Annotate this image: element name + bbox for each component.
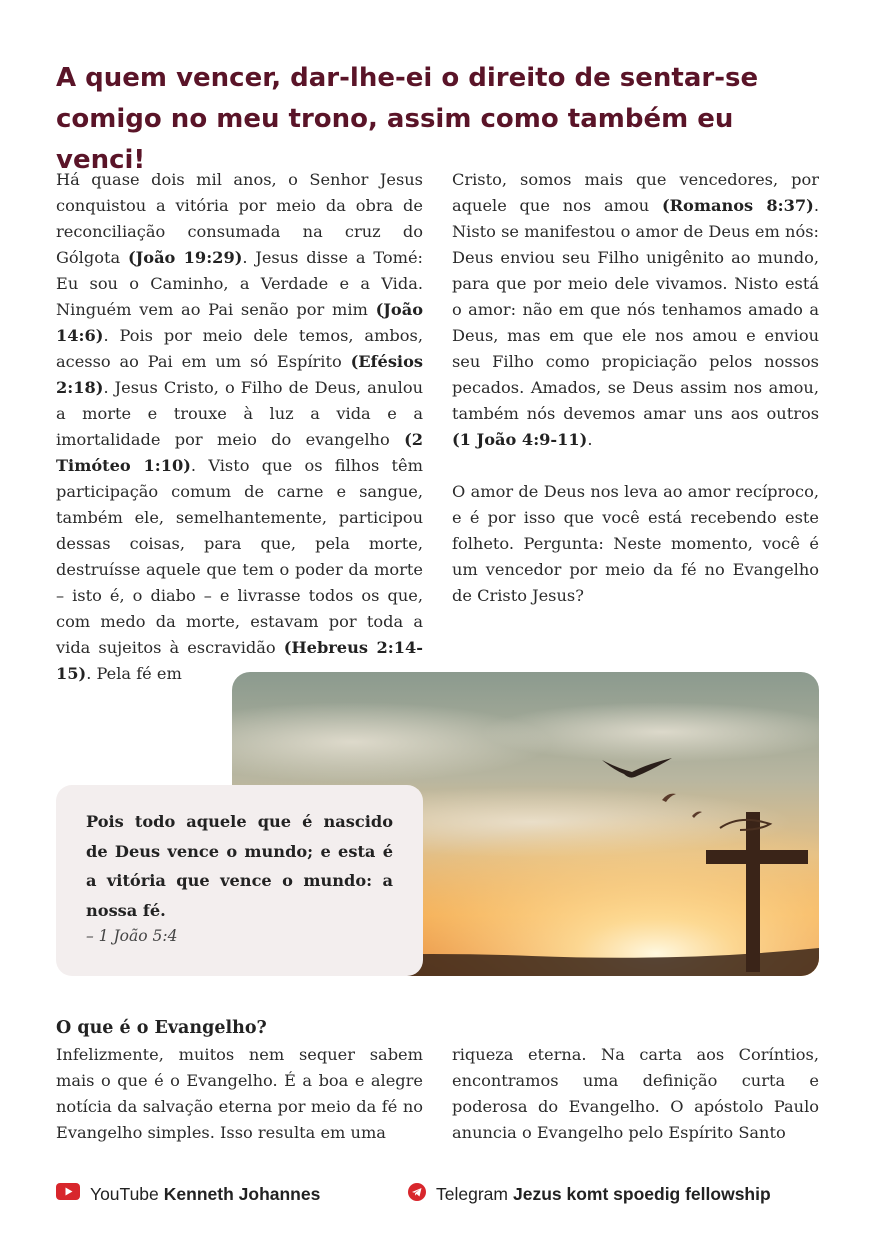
bible-reference: (2 Timóteo 1:10) bbox=[56, 430, 423, 475]
quote-text: Pois todo aquele que é nascido de Deus vence o mundo; e esta é a vitória que vence o mundo: a nossa fé. bbox=[86, 812, 393, 920]
telegram-platform: Telegram bbox=[436, 1183, 508, 1204]
youtube-channel: Kenneth Johannes bbox=[163, 1183, 321, 1204]
bible-reference: (Romanos 8:37) bbox=[661, 196, 814, 215]
gospel-heading: O que é o Evangelho? bbox=[56, 1018, 267, 1038]
bible-reference: (Efésios 2:18) bbox=[56, 352, 423, 397]
footer-telegram-link[interactable] bbox=[408, 1183, 771, 1205]
quote-reference: – 1 João 5:4 bbox=[86, 927, 178, 945]
gospel-text-left: Infelizmente, muitos nem sequer sabem mais o que é o Evangelho. É a boa e alegre notícia da salvação eterna por meio da fé no Evangelho simples. Isso resulta em uma bbox=[56, 1045, 423, 1142]
youtube-icon bbox=[56, 1183, 80, 1205]
footer-youtube-link[interactable] bbox=[56, 1183, 320, 1205]
bible-reference: (João 19:29) bbox=[127, 248, 243, 267]
gospel-text-right: riqueza eterna. Na carta aos Coríntios, encontramos uma definição curta e poderosa do Evangelho. O apóstolo Paulo anuncia o Evangelho pelo Espírito Santo bbox=[452, 1045, 819, 1142]
gospel-left-column bbox=[56, 1042, 423, 1146]
gospel-right-column bbox=[452, 1042, 819, 1146]
intro-paragraph-right-1: Cristo, somos mais que vencedores, por aquele que nos amou (Romanos 8:37). Nisto se manifestou o amor de Deus em nós: Deus enviou seu Filho unigênito ao mundo, para que por meio dele vivamos. Nisto está o amor: não em que nós tenhamos amado a Deus, mas em que ele nos amou e enviou seu Filho como propiciação pelos nossos pecados. Amados, se Deus assim nos amou, também nós devemos amar uns aos outros (1 João 4:9-11). bbox=[452, 170, 819, 449]
bible-reference: (1 João 4:9-11) bbox=[452, 430, 588, 449]
intro-right-column bbox=[452, 167, 819, 609]
bible-reference: (Hebreus 2:14-15) bbox=[56, 638, 423, 683]
intro-paragraph-right-2: O amor de Deus nos leva ao amor recíproco, e é por isso que você está recebendo este folheto. Pergunta: Neste momento, você é um vencedor por meio da fé no Evangelho de Cristo Jesus? bbox=[452, 482, 819, 605]
intro-left-column bbox=[56, 167, 423, 687]
bible-reference: (João 14:6) bbox=[56, 300, 423, 345]
page-title: A quem vencer, dar-lhe-ei o direito de sentar-se comigo no meu trono, assim como também eu venci! bbox=[56, 63, 759, 175]
telegram-icon bbox=[408, 1183, 426, 1206]
intro-paragraph-left: Há quase dois mil anos, o Senhor Jesus conquistou a vitória por meio da obra de reconciliação consumada na cruz do Gólgota (João 19:29). Jesus disse a Tomé: Eu sou o Caminho, a Verdade e a Vida. Ninguém vem ao Pai senão por mim (João 14:6). Pois por meio dele temos, ambos, acesso ao Pai em um só Espírito (Efésios 2:18). Jesus Cristo, o Filho de Deus, anulou a morte e trouxe à luz a vida e a imortalidade por meio do evangelho (2 Timóteo 1:10). Visto que os filhos têm participação comum de carne e sangue, também ele, semelhantemente, participou dessas coisas, para que, pela morte, destruísse aquele que tem o poder da morte – isto é, o diabo – e livrasse todos os que, com medo da morte, estavam por toda a vida sujeitos à escravidão (Hebreus 2:14-15). Pela fé em bbox=[56, 170, 424, 683]
quote-box bbox=[56, 785, 423, 976]
telegram-channel: Jezus komt spoedig fellowship bbox=[512, 1183, 771, 1204]
youtube-platform: YouTube bbox=[90, 1183, 159, 1204]
